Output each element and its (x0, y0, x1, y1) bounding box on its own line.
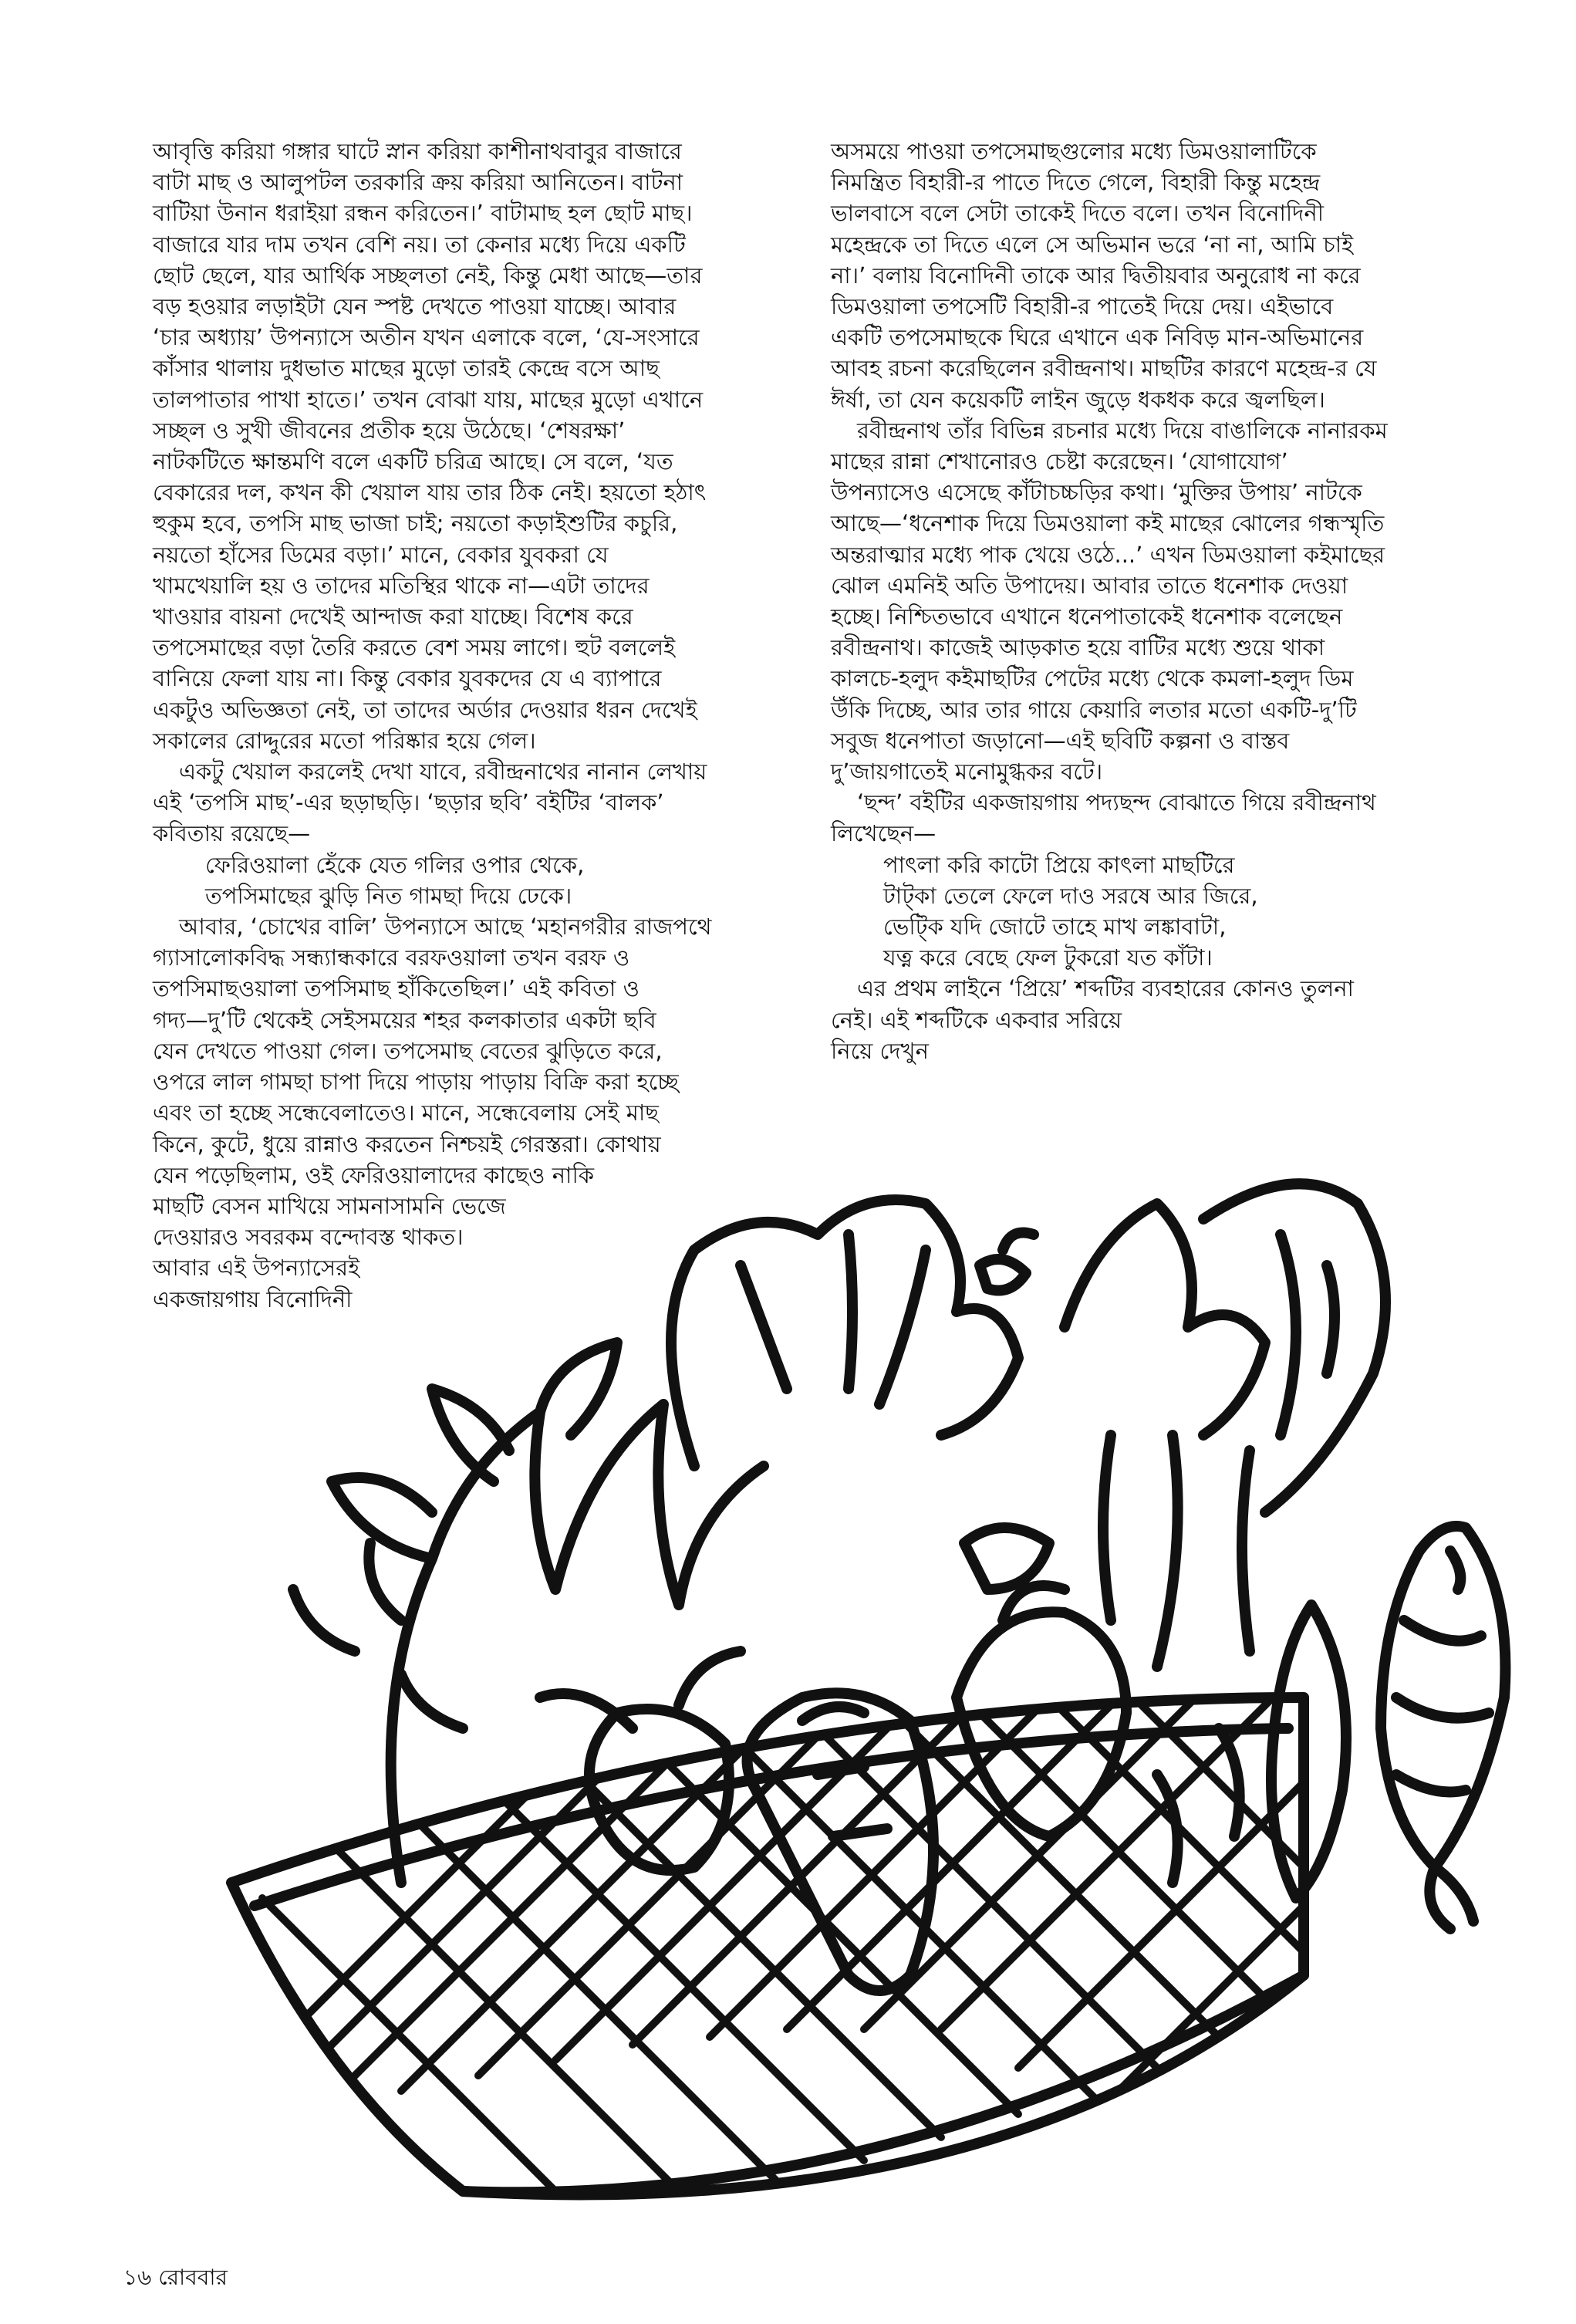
bee (980, 1233, 1034, 1291)
text-line: না।’ বলায় বিনোদিনী তাকে আর দ্বিতীয়বার অনুরোধ না করে (831, 262, 1361, 289)
text-line: তপসিমাছের ঝুড়ি নিত গামছা দিয়ে ঢেকে। (205, 882, 572, 909)
text-line: নিয়ে দেখুন (831, 1037, 929, 1064)
text-line: অন্তরাত্মার মধ্যে পাক খেয়ে ওঠে...’ এখন ডিমওয়ালা কইমাছের (831, 541, 1385, 568)
text-line: মাছটি বেসন মাখিয়ে সামনাসামনি ভেজে (153, 1192, 506, 1219)
page-footer (123, 2261, 228, 2297)
text-line: তপসিমাছওয়ালা তপসিমাছ হাঁকিতেছিল।’ এই কবিতা ও (153, 975, 640, 1002)
text-line: ছোট ছেলে, যার আর্থিক সচ্ছলতা নেই, কিন্তু মেধা আছে—তার (153, 262, 703, 289)
text-line: নয়তো হাঁসের ডিমের বড়া।’ মানে, বেকার যুবকরা যে (153, 541, 609, 568)
text-line: অসময়ে পাওয়া তপসেমাছগুলোর মধ্যে ডিমওয়ালাটিকে (831, 138, 1317, 164)
text-line: বানিয়ে ফেলা যায় না। কিন্তু বেকার যুবকদের যে এ ব্যাপারে (153, 665, 662, 692)
text-line: গ্যাসালোকবিদ্ধ সন্ধ্যান্ধকারে বরফওয়ালা তখন বরফ ও (153, 944, 630, 971)
text-line: আবৃত্তি করিয়া গঙ্গার ঘাটে স্নান করিয়া কাশীনাথবাবুর বাজারে (153, 138, 682, 164)
text-line: আছে—‘ধনেশাক দিয়ে ডিমওয়ালা কই মাছের ঝোলের গন্ধস্মৃতি (831, 510, 1385, 537)
text-line: ওপরে লাল গামছা চাপা দিয়ে পাড়ায় পাড়ায় বিক্রি করা হচ্ছে (153, 1069, 679, 1096)
text-line: ভালবাসে বলে সেটা তাকেই দিতে বলে। তখন বিনোদিনী (831, 200, 1325, 227)
text-line: এই ‘তপসি মাছ’-এর ছড়াছড়ি। ‘ছড়ার ছবি’ বইটির ‘বালক’ (153, 789, 664, 816)
text-line: যেন পড়েছিলাম, ওই ফেরিওয়ালাদের কাছেও নাকি (153, 1161, 595, 1188)
text-line: উপন্যাসেও এসেছে কাঁটাচচ্চড়ির কথা। ‘মুক্তির উপায়’ নাটকে (831, 479, 1362, 506)
text-line: বেকারের দল, কখন কী খেয়াল যায় তার ঠিক নেই। হয়তো হঠাৎ (153, 479, 707, 506)
text-line: একজায়গায় বিনোদিনী (153, 1285, 353, 1312)
text-line: কবিতায় রয়েছে— (153, 820, 311, 847)
text-line: যত্ন করে বেছে ফেল টুকরো যত কাঁটা। (883, 944, 1213, 971)
text-line: ডিমওয়ালা তপসেটি বিহারী-র পাতেই দিয়ে দেয়। এইভাবে (831, 293, 1334, 320)
text-line: তপসেমাছের বড়া তৈরি করতে বেশ সময় লাগে। হুট বললেই (153, 634, 676, 661)
text-line: নেই। এই শব্দটিকে একবার সরিয়ে (831, 1006, 1122, 1033)
text-line: কালচে-হলুদ কইমাছটির পেটের মধ্যে থেকে কমলা-হলুদ ডিম (831, 665, 1354, 692)
text-line: মহেন্দ্রকে তা দিতে এলে সে অভিমান ভরে ‘না না, আমি চাই (831, 231, 1354, 258)
text-line: খাওয়ার বায়না দেখেই আন্দাজ করা যাচ্ছে। বিশেষ করে (153, 603, 633, 630)
text-line: টাট্কা তেলে ফেলে দাও সরষে আর জিরে, (883, 882, 1258, 909)
text-line: বাটিয়া উনান ধরাইয়া রন্ধন করিতেন।’ বাটামাছ হল ছোট মাছ। (153, 200, 693, 227)
text-line: ফেরিওয়ালা হেঁকে যেত গলির ওপার থেকে, (205, 851, 585, 878)
text-line: ‘চার অধ্যায়’ উপন্যাসে অতীন যখন এলাকে বলে, ‘যে-সংসারে (153, 324, 700, 351)
text-line: আবার, ‘চোখের বালি’ উপন্যাসে আছে ‘মহানগরীর রাজপথে (179, 914, 712, 941)
page-number: ১৬ (123, 2265, 152, 2290)
text-line: উঁকি দিচ্ছে, আর তার গায়ে কেয়ারি লতার মতো একটি-দু’টি (831, 696, 1357, 723)
text-line: হুকুম হবে, তপসি মাছ ভাজা চাই; নয়তো কড়াইশুটির কচুরি, (153, 510, 678, 537)
text-line: বড় হওয়ার লড়াইটা যেন স্পষ্ট দেখতে পাওয়া যাচ্ছে। আবার (153, 293, 677, 320)
text-line: দেওয়ারও সবরকম বন্দোবস্ত থাকত। (153, 1224, 464, 1251)
text-line: বাজারে যার দাম তখন বেশি নয়। তা কেনার মধ্যে দিয়ে একটি (153, 231, 686, 258)
text-line: খামখেয়ালি হয় ও তাদের মতিস্থির থাকে না—এটা তাদের (153, 572, 650, 599)
text-line: ঝোল এমনিই অতি উপাদেয়। আবার তাতে ধনেশাক দেওয়া (831, 572, 1348, 599)
magazine-name: রোববার (158, 2265, 228, 2290)
text-line: একটুও অভিজ্ঞতা নেই, তা তাদের অর্ডার দেওয়ার ধরন দেখেই (153, 696, 697, 723)
text-line: ভেট্কি যদি জোটে তাহে মাখ লঙ্কাবাটা, (883, 914, 1227, 941)
text-line: রবীন্দ্রনাথ। কাজেই আড়কাত হয়ে বাটির মধ্যে শুয়ে থাকা (831, 634, 1325, 661)
text-line: সকালের রোদ্দুরের মতো পরিষ্কার হয়ে গেল। (153, 727, 536, 754)
text-line: নাটকটিতে ক্ষান্তমণি বলে একটি চরিত্র আছে। সে বলে, ‘যত (153, 448, 673, 475)
text-line: ‘ছন্দ’ বইটির একজায়গায় পদ্যছন্দ বোঝাতে গিয়ে রবীন্দ্রনাথ (857, 789, 1376, 816)
text-line: দু’জায়গাতেই মনোমুগ্ধকর বটে। (831, 758, 1103, 785)
text-line: হচ্ছে। নিশ্চিতভাবে এখানে ধনেপাতাকেই ধনেশাক বলেছেন (831, 603, 1343, 630)
text-line: পাৎলা করি কাটো প্রিয়ে কাৎলা মাছটিরে (883, 851, 1235, 878)
text-line: এবং তা হচ্ছে সন্ধেবেলাতেও। মানে, সন্ধেবেলায় সেই মাছ (153, 1100, 659, 1127)
text-line: কিনে, কুটে, ধুয়ে রান্নাও করতেন নিশ্চয়ই গেরস্তরা। কোথায় (153, 1130, 661, 1157)
text-line: আবহ রচনা করেছিলেন রবীন্দ্রনাথ। মাছটির কারণে মহেন্দ্র-র যে (831, 355, 1377, 382)
text-line: আবার এই উপন্যাসেরই (153, 1255, 360, 1282)
text-line: নিমন্ত্রিত বিহারী-র পাতে দিতে গেলে, বিহারী কিন্তু মহেন্দ্র (831, 169, 1321, 196)
text-line: সচ্ছল ও সুখী জীবনের প্রতীক হয়ে উঠেছে। ‘শেষরক্ষা’ (153, 417, 626, 444)
text-line: তালপাতার পাখা হাতে।’ তখন বোঝা যায়, মাছের মুড়ো এখানে (153, 386, 704, 413)
text-line: বাটা মাছ ও আলুপটল তরকারি ক্রয় করিয়া আনিতেন। বাটনা (153, 169, 683, 196)
text-line: গদ্য—দু’টি থেকেই সেইসময়ের শহর কলকাতার একটা ছবি (153, 1006, 656, 1033)
text-line: রবীন্দ্রনাথ তাঁর বিভিন্ন রচনার মধ্যে দিয়ে বাঙালিকে নানারকম (857, 417, 1388, 444)
text-line: এর প্রথম লাইনে ‘প্রিয়ে’ শব্দটির ব্যবহারের কোনও তুলনা (857, 975, 1354, 1002)
text-line: মাছের রান্না শেখানোরও চেষ্টা করেছেন। ‘যোগাযোগ’ (831, 448, 1288, 475)
text-line: সবুজ ধনেপাতা জড়ানো—এই ছবিটি কল্পনা ও বাস্তব (831, 727, 1290, 754)
text-line: ঈর্ষা, তা যেন কয়েকটি লাইন জুড়ে ধকধক করে জ্বলছিল। (831, 386, 1325, 413)
text-line: যেন দেখতে পাওয়া গেল। তপসেমাছ বেতের ঝুড়িতে করে, (153, 1037, 663, 1064)
text-line: একটি তপসেমাছকে ঘিরে এখানে এক নিবিড় মান-অভিমানের (831, 324, 1364, 351)
text-line: একটু খেয়াল করলেই দেখা যাবে, রবীন্দ্রনাথের নানান লেখায় (179, 758, 707, 785)
text-line: কাঁসার থালায় দুধভাত মাছের মুড়ো তারই কেন্দ্রে বসে আছ (153, 355, 660, 382)
text-line: লিখেছেন— (831, 820, 936, 847)
